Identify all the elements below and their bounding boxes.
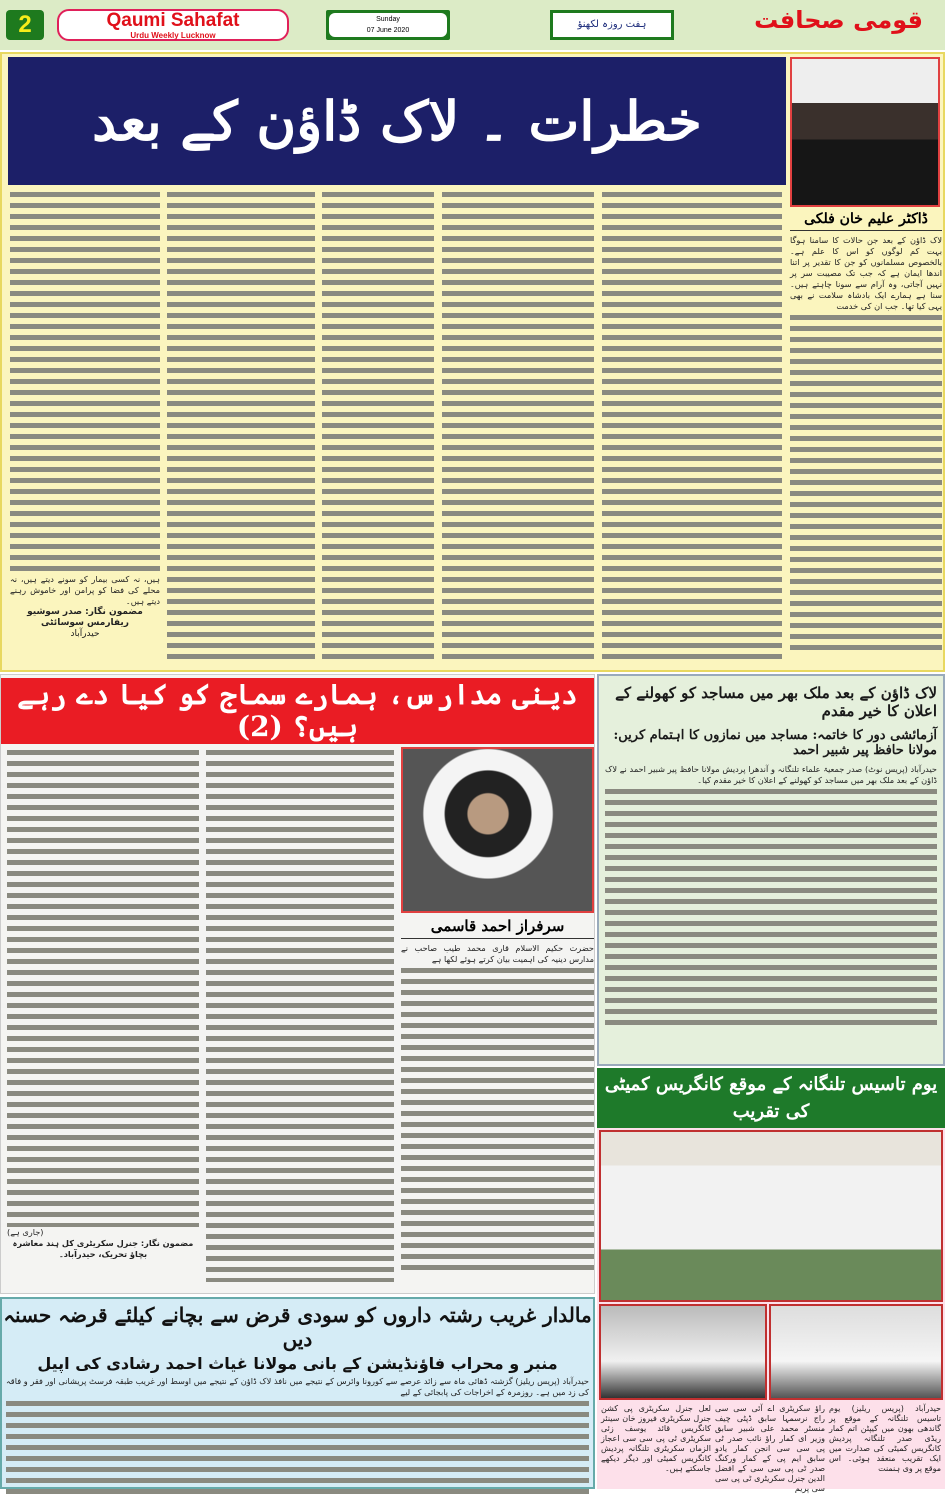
article-column (206, 747, 394, 1282)
article-byline: مضمون نگار: صدر سوشیو ریفارمس سوسائٹی (27, 607, 143, 628)
event-photo (769, 1304, 943, 1400)
photo-caption: حیدرآباد (پریس ریلیز) یوم تاسیس تلنگانہ کے موقع پر گاندھی بھون میں کیپٹن اتم کمار ریڈی صدر تلنگانہ پردیش کانگریس کمیٹی کی صدارت میں ایک تقریب منعقد ہوئی۔ اس موقع پر وی ہنمنت (829, 1404, 941, 1473)
urdu-weekly-label: ہفت روزہ لکھنؤ (553, 13, 671, 37)
logo-title: Qaumi Sahafat (106, 10, 240, 31)
article-madaris (0, 674, 595, 1294)
article-qarz (0, 1297, 595, 1489)
author-name: سرفراز احمد قاسمی (401, 917, 594, 939)
author-name: ڈاکٹر علیم خان فلکی (790, 207, 942, 231)
article-lead: حیدرآباد (پریس ریلیز) گزشتہ ڈھائی ماہ سے زائد عرصے سے کورونا وائرس کے نتیجے میں نافذ لاک ڈاؤن کے نتیجے میں اوسط اور غریب طبقہ فرسٹ پریشانی اور فقر و فاقہ کی زد میں ہے۔ روزمرہ کے اخراجات کی پابجائی کے لیے (6, 1376, 589, 1397)
article-headline: دینی مدارس، ہمارے سماج کو کیا دے رہے ہیں؟ (2) (1, 678, 594, 744)
photo-caption: راؤ سکریٹری اے آئی سی سی راج نرسمہا سابق ڈپٹی چیف منسٹر محمد علی شبیر سابق وزیر ای کمار راؤ نائب صدر ٹی پی سی سی انجن کمار یادو سابق ایم پی کے کمار ورکنگ صدر ٹی پی سی سی کے افضل الدین جنرل سکریٹری ٹی پی سی سی پریم (715, 1404, 825, 1493)
article-subheadline: آزمائشی دور کا خاتمہ: مساجد میں نمازوں کا اہتمام کریں: مولانا حافظ پیر شبیر احمد (613, 728, 937, 758)
article-lead: حضرت حکیم الاسلام قاری محمد طیب صاحب نے مدارس دینیہ کی اہمیت بیان کرتے ہوئے لکھا ہے (401, 943, 594, 964)
issue-day: Sunday (376, 16, 400, 23)
article-column (401, 943, 594, 1283)
article-column (790, 235, 942, 667)
article-headline: لاک ڈاؤن کے بعد ملک بھر میں مساجد کو کھولنے کے اعلان کا خیر مقدم (615, 684, 937, 720)
logo-subtitle: Urdu Weekly Lucknow (130, 31, 216, 40)
event-photo (599, 1304, 767, 1400)
article-byline: مضمون نگار: جنرل سکریٹری کل ہند معاشرہ بچاؤ تحریک، حیدرآباد۔ (12, 1238, 194, 1259)
article-congress (597, 1068, 945, 1493)
article-place: حیدرآباد (70, 629, 100, 639)
article-headline: خطرات ۔ لاک ڈاؤن کے بعد (8, 57, 786, 185)
author-photo (401, 747, 594, 913)
article-body (605, 764, 937, 1034)
event-photo (599, 1130, 943, 1302)
page-header (0, 0, 945, 50)
article-masjid (597, 674, 945, 1066)
author-photo (790, 57, 940, 207)
article-column (7, 747, 199, 1287)
article-column (167, 189, 315, 664)
issue-date: 07 June 2020 (366, 27, 410, 34)
date-box (326, 10, 450, 40)
article-closing: ہیں، نہ کسی بیمار کو سونے دیتے ہیں، نہ محلے کی فضا کو پرامن اور خاموش رہنے دیتے ہیں۔ (10, 574, 160, 606)
article-column (442, 189, 594, 664)
article-headline: یوم تاسیس تلنگانہ کے موقع کانگریس کمیٹی کی تقریب (597, 1068, 945, 1128)
page-number: 2 (6, 10, 44, 40)
article-body (6, 1376, 589, 1498)
article-column (10, 189, 160, 669)
article-column (602, 189, 782, 664)
continued-note: (جاری ہے) (7, 1227, 44, 1237)
masthead-title: قومی صحافت (754, 6, 923, 34)
author-column (790, 57, 942, 667)
article-lead: لاک ڈاؤن کے بعد جن حالات کا سامنا ہوگا بہت کم لوگوں کو اس کا علم ہے۔ بالخصوص مسلمانوں کو جن کا تقدیر پر اتنا اندھا ایمان ہے کہ جب تک مصیبت سر پر نہیں آجاتی، وہ آرام سے سونا چاہتے ہیں۔ سنا ہے ہمارے ایک بادشاہ سلامت نے بھی یہی کیا تھا۔ جب ان کی خدمت (790, 235, 942, 311)
article-column (322, 189, 434, 664)
newspaper-logo (57, 9, 289, 41)
article-headline: مالدار غریب رشتہ داروں کو سودی قرض سے بچانے کیلئے قرضہ حسنہ دیں (3, 1303, 592, 1351)
article-subheadline: منبر و محراب فاؤنڈیشن کے بانی مولانا غیاث احمد رشادی کی اپیل (37, 1354, 558, 1373)
photo-caption: لعل جنرل سکریٹری پی کشن جنرل سکریٹری فیروز خان سینئر کانگریس قائد یوسف زئی سکریٹری ٹی پی سی سی اعجاز الزماں سکریٹری تلنگانہ پردیش کانگریس کمیٹی اور دیگر دیکھے جاسکتے ہیں۔ (601, 1404, 711, 1473)
article-lead: حیدرآباد (پریس نوٹ) صدر جمعیۃ علماء تلنگانہ و آندھرا پردیش مولانا حافظ پیر شبیر احمد نے لاک ڈاؤن کے بعد ملک بھر میں مساجد کو کھولنے کے اعلان کا خیر مقدم کیا۔ (605, 764, 937, 785)
urdu-weekly-box (550, 10, 674, 40)
article-lockdown (0, 52, 945, 672)
